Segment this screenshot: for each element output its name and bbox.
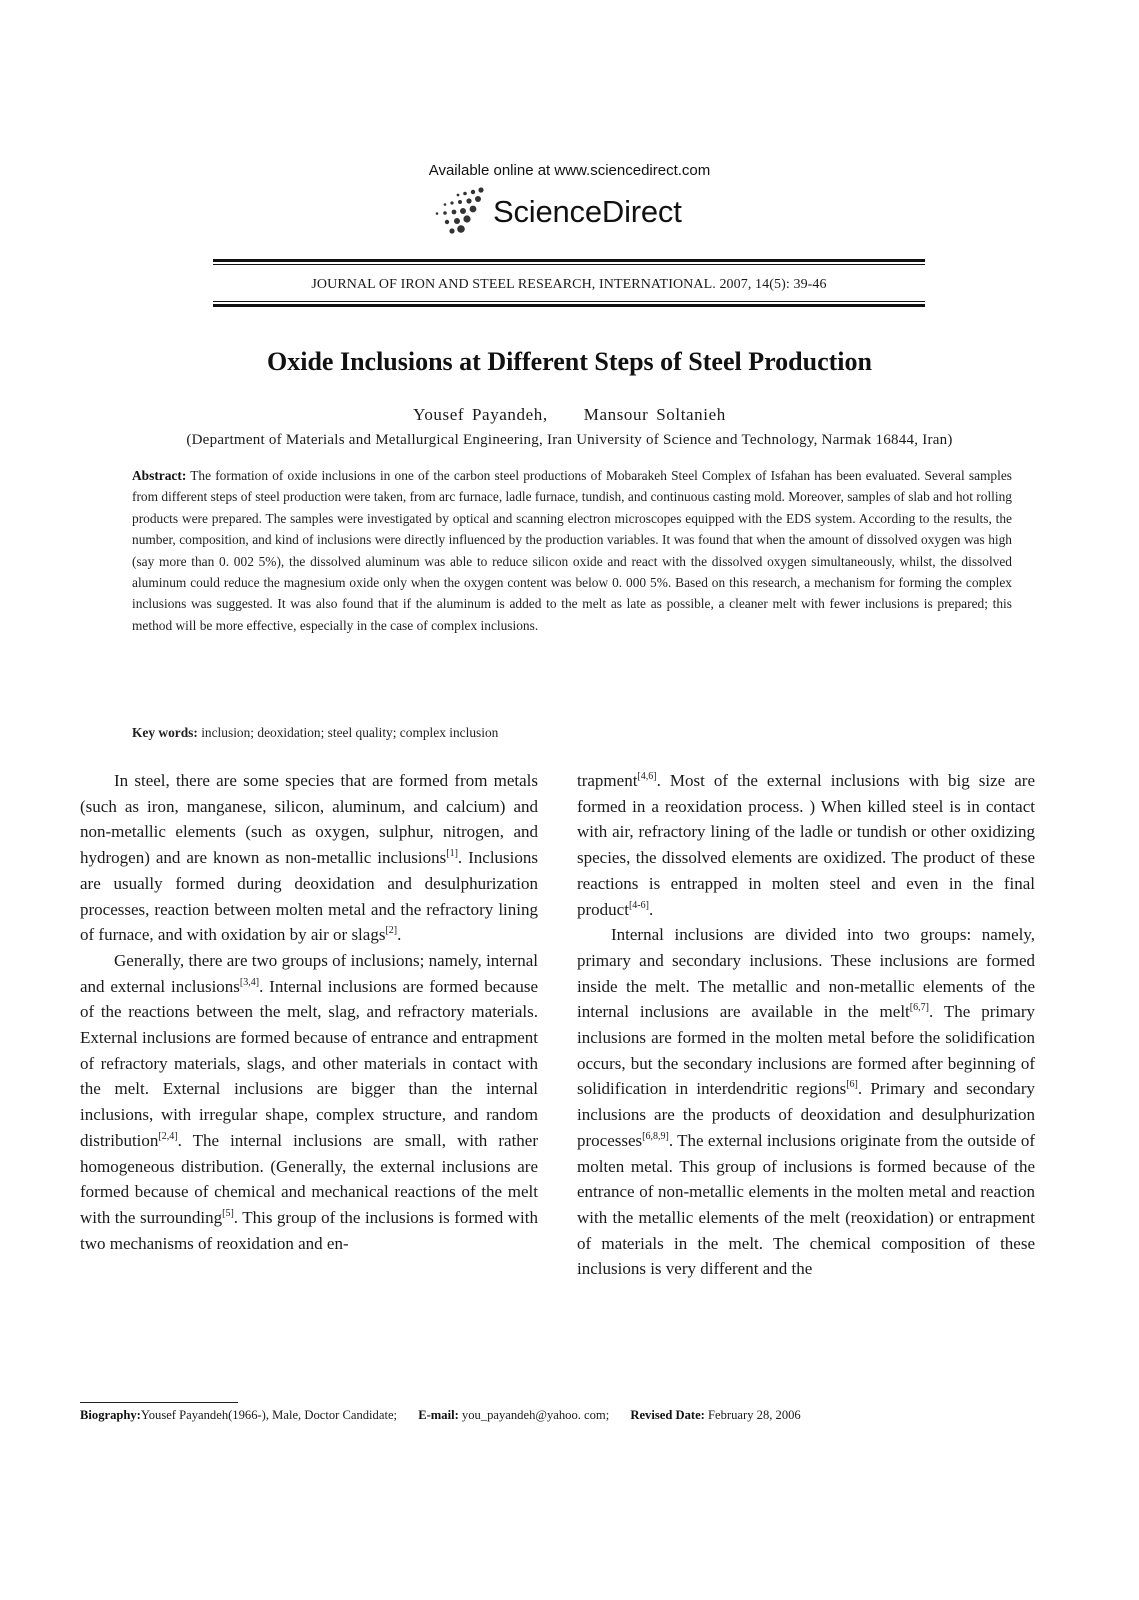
citation-ref: [6] (846, 1079, 858, 1091)
citation-ref: [3,4] (239, 976, 260, 988)
citation-ref: [5] (222, 1207, 234, 1219)
keywords-label: Key words: (132, 725, 198, 740)
citation-ref: [6,7] (909, 1002, 929, 1014)
citation-ref: [1] (446, 848, 458, 860)
author-name: Yousef Payandeh, (413, 405, 548, 424)
biography-text: Yousef Payandeh(1966-), Male, Doctor Candidate; (140, 1408, 398, 1422)
sciencedirect-dots-icon (425, 186, 495, 236)
author-list (0, 405, 1139, 425)
sciencedirect-wordmark: ScienceDirect (493, 194, 682, 229)
header-rule-thick-bottom (213, 304, 925, 307)
biography-footnote (80, 1406, 1040, 1424)
citation-ref: [4-6] (628, 899, 649, 911)
revised-date-text: February 28, 2006 (708, 1408, 801, 1422)
citation-ref: [2] (385, 925, 398, 937)
body-paragraph: trapment[4,6]. Most of the external inclusions with big size are formed in a reoxidation process. ) When killed steel is in contact with air, refractory lining of the ladle or tundish or other oxidizing species, the dissolved elements are oxidized. The product of these reactions is entrapped in molten steel and even in the final product[4-6]. (577, 771, 1035, 919)
author-name: Mansour Soltanieh (583, 405, 726, 424)
author-affiliation: (Department of Materials and Metallurgical Engineering, Iran University of Science and Technology, Narmak 16844, Iran) (186, 432, 953, 448)
body-paragraph: Internal inclusions are divided into two groups: namely, primary and secondary inclusions. These inclusions are formed inside the melt. The metallic and non-metallic elements of the internal inclusions are available in the melt[6,7]. The primary inclusions are formed in the molten metal before the solidification occurs, but the secondary inclusions are formed after beginning of solidification in interdendritic regions[6]. Primary and secondary inclusions are the products of deoxidation and desulphurization processes[6,8,9]. The external inclusions originate from the outside of molten metal. This group of inclusions is formed because of the entrance of non-metallic elements in the molten metal and reaction with the metallic elements of the melt (reoxidation) or entrapment of materials in the melt. The chemical composition of these inclusions is very different and the (577, 925, 1036, 1279)
body-column-right (577, 768, 1035, 1282)
article-title: Oxide Inclusions at Different Steps of Steel Production (267, 347, 872, 376)
revised-date-label: Revised Date: (630, 1408, 705, 1422)
header-rule-thin-top (213, 264, 925, 265)
abstract-label: Abstract: (132, 468, 187, 483)
body-paragraph: Generally, there are two groups of inclusions; namely, internal and external inclusions[3,4]. Internal inclusions are formed because of the reactions between the melt, slag, and refractory materials. External inclusions are formed because of entrance and entrapment of refractory materials, slags, and other materials in contact with the melt. External inclusions are bigger than the internal inclusions, with irregular shape, complex structure, and random distribution[2,4]. The internal inclusions are small, with rather homogeneous distribution. (Generally, the external inclusions are formed because of chemical and mechanical reactions of the melt with the surrounding[5]. This group of the inclusions is formed with two mechanisms of reoxidation and en- (80, 950, 539, 1253)
body-column-left (80, 768, 538, 1256)
journal-citation: JOURNAL OF IRON AND STEEL RESEARCH, INTERNATIONAL. 2007, 14(5): 39-46 (311, 277, 827, 292)
citation-ref: [2,4] (158, 1130, 178, 1142)
footnote-rule (80, 1402, 238, 1403)
keywords-text: inclusion; deoxidation; steel quality; complex inclusion (201, 725, 499, 740)
online-availability-text: Available online at www.sciencedirect.com (428, 162, 711, 179)
abstract (132, 465, 1012, 636)
abstract-text: The formation of oxide inclusions in one of the carbon steel productions of Mobarakeh Steel Complex of Isfahan has been evaluated. Several samples from different steps of steel production were taken, from arc furnace, ladle furnace, tundish, and continuous casting mold. Moreover, samples of slab and hot rolling products were prepared. The samples were investigated by optical and scanning electron microscopes equipped with the EDS system. According to the results, the number, composition, and kind of inclusions were directly influenced by the production variables. It was found that when the amount of dissolved oxygen was high (say more than 0. 002 5%), the dissolved aluminum was able to reduce silicon oxide and react with the dissolved oxygen simultaneously, whilst, the dissolved aluminum could reduce the magnesium oxide only when the oxygen content was below 0. 000 5%. Based on this research, a mechanism for forming the complex inclusions was suggested. It was also found that if the aluminum is added to the melt as late as possible, a cleaner melt with fewer inclusions is prepared; this method will be more effective, especially in the case of complex inclusions. (132, 468, 1012, 633)
header-rule-thin-bottom (213, 301, 925, 302)
citation-ref: [6,8,9] (642, 1130, 669, 1142)
biography-label: Biography: (80, 1408, 141, 1422)
citation-ref: [4,6] (637, 771, 657, 782)
email-text: you_payandeh@yahoo. com; (461, 1408, 610, 1422)
keywords (132, 722, 1012, 743)
header-rule-thick-top (213, 259, 925, 262)
email-label: E-mail: (418, 1408, 459, 1422)
sciencedirect-logo (425, 186, 725, 236)
body-paragraph: In steel, there are some species that are formed from metals (such as iron, manganese, silicon, aluminum, and calcium) and non-metallic elements (such as oxygen, sulphur, nitrogen, and hydrogen) and are known as non-metallic inclusions[1]. Inclusions are usually formed during deoxidation and desulphurization processes, reaction between molten metal and the refractory lining of furnace, and with oxidation by air or slags[2]. (80, 771, 539, 945)
